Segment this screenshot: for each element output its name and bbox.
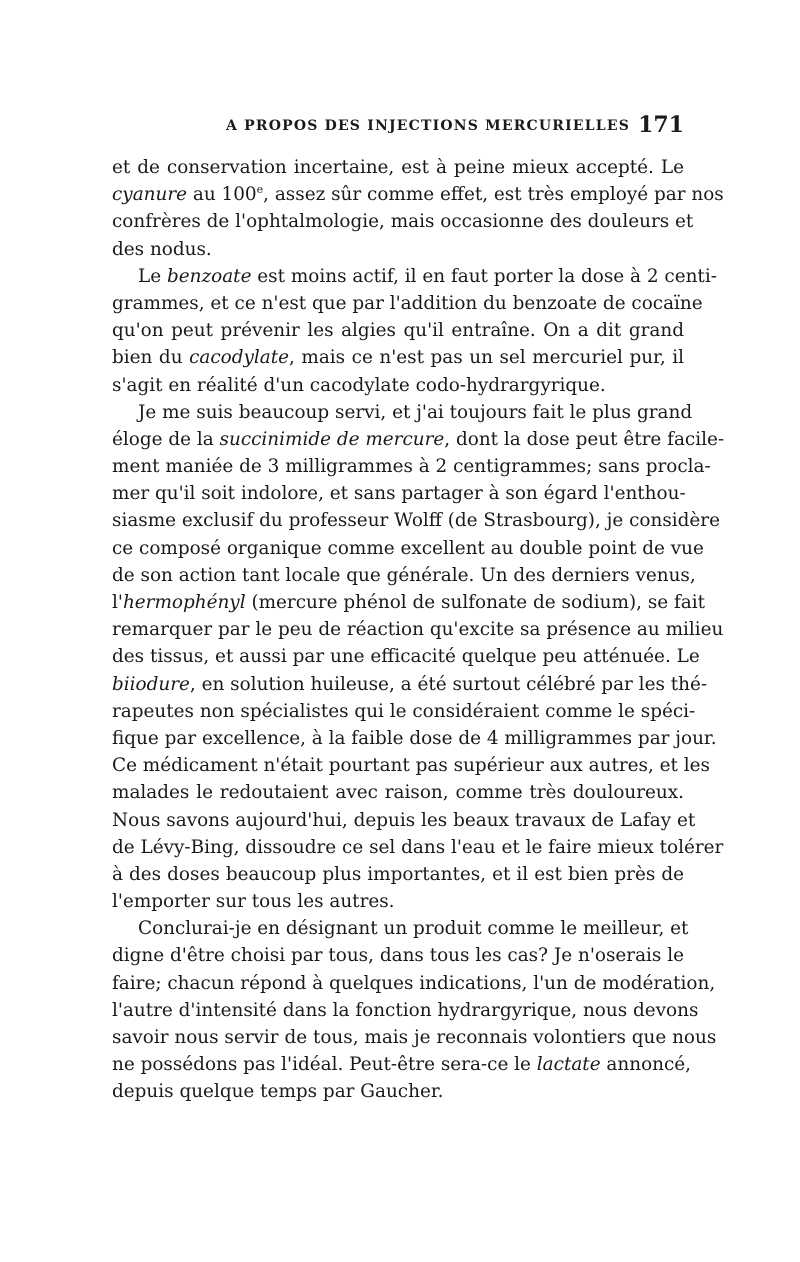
text-run: fique par excellence, à la faible dose de 4 milligrammes par jour. bbox=[112, 727, 717, 749]
text-line bbox=[112, 344, 684, 371]
text-line bbox=[112, 1078, 684, 1105]
text-line bbox=[112, 616, 724, 643]
text-run: éloge de la bbox=[112, 428, 220, 450]
text-line bbox=[112, 290, 703, 317]
italic-term: cacodylate bbox=[189, 347, 289, 369]
text-line bbox=[112, 942, 684, 969]
text-run: à des doses beaucoup plus importantes, et il est bien près de bbox=[112, 863, 684, 885]
text-run: , en solution huileuse, a été surtout célébré par les thé- bbox=[189, 673, 708, 695]
text-line bbox=[112, 480, 684, 507]
text-run: malades le redoutaient avec raison, comme très douloureux. bbox=[112, 782, 684, 804]
text-run: grammes, et ce n'est que par l'addition du benzoate de cocaïne bbox=[112, 292, 703, 314]
text-run: confrères de l'ophtalmologie, mais occasionne des douleurs et bbox=[112, 211, 694, 233]
text-line bbox=[112, 752, 710, 779]
text-line bbox=[112, 1051, 692, 1078]
text-run: annoncé, bbox=[600, 1054, 692, 1076]
text-run: bien du bbox=[112, 347, 190, 369]
text-line bbox=[112, 372, 684, 399]
text-run: mer qu'il soit indolore, et sans partager à son égard l'enthou- bbox=[112, 483, 686, 505]
text-run: et de conservation incertaine, est à peine mieux accepté. Le bbox=[112, 157, 684, 178]
text-line bbox=[112, 589, 706, 616]
text-run: remarquer par le peu de réaction qu'excite sa présence au milieu bbox=[112, 619, 724, 641]
italic-term: hermophényl bbox=[122, 592, 246, 613]
text-line bbox=[112, 426, 725, 453]
text-line bbox=[112, 317, 684, 344]
text-line bbox=[112, 453, 711, 480]
italic-term: succinimide de mercure bbox=[219, 428, 445, 450]
italic-term: cyanure bbox=[112, 184, 188, 206]
text-line bbox=[112, 779, 684, 806]
page-header bbox=[112, 112, 684, 146]
text-run: Nous savons aujourd'hui, depuis les beaux travaux de Lafay et bbox=[112, 809, 696, 831]
page-number: 171 bbox=[638, 112, 684, 138]
text-line bbox=[112, 399, 693, 426]
text-run: des tissus, et aussi par une efficacité quelque peu atténuée. Le bbox=[112, 646, 700, 668]
text-run: au 100 bbox=[187, 184, 257, 206]
text-run: (mercure phénol de sulfonate de sodium), se fait bbox=[245, 592, 706, 613]
text-line bbox=[112, 861, 684, 888]
text-run: Le bbox=[138, 265, 167, 287]
text-run: de son action tant locale que générale. Un des derniers venus, bbox=[112, 564, 696, 586]
text-run: , dont la dose peut être facile- bbox=[444, 428, 725, 450]
text-line bbox=[112, 1024, 717, 1051]
text-run: s'agit en réalité d'un cacodylate codo-hydrargyrique. bbox=[112, 374, 606, 396]
italic-term: biiodure bbox=[112, 673, 190, 695]
text-line bbox=[112, 562, 696, 589]
text-run: Ce médicament n'était pourtant pas supérieur aux autres, et les bbox=[112, 755, 710, 777]
text-line bbox=[112, 236, 684, 263]
text-line bbox=[112, 725, 717, 752]
text-run: des nodus. bbox=[112, 238, 212, 260]
text-line bbox=[112, 263, 717, 290]
running-head: A PROPOS DES INJECTIONS MERCURIELLES bbox=[226, 118, 631, 134]
text-run: savoir nous servir de tous, mais je reconnais volontiers que nous bbox=[112, 1027, 717, 1048]
text-run: ment maniée de 3 milligrammes à 2 centigrammes; sans procla- bbox=[112, 456, 711, 478]
text-run: Conclurai-je en désignant un produit comme le meilleur, et bbox=[138, 918, 689, 940]
text-run: Je me suis beaucoup servi, et j'ai toujours fait le plus grand bbox=[138, 401, 693, 423]
text-line bbox=[112, 997, 699, 1024]
text-run: ne possédons pas l'idéal. Peut-être sera-ce le bbox=[112, 1054, 537, 1076]
text-run: digne d'être choisi par tous, dans tous les cas? Je n'oserais le bbox=[112, 945, 684, 967]
text-line bbox=[112, 154, 684, 181]
text-run: depuis quelque temps par Gaucher. bbox=[112, 1081, 444, 1103]
text-run: l'autre d'intensité dans la fonction hydrargyrique, nous devons bbox=[112, 999, 699, 1021]
text-line bbox=[112, 181, 724, 208]
text-run: l' bbox=[112, 592, 123, 613]
text-run: qu'on peut prévenir les algies qu'il entraîne. On a dit grand bbox=[112, 320, 684, 342]
text-line bbox=[112, 643, 700, 670]
text-run: ce composé organique comme excellent au double point de vue bbox=[112, 537, 704, 559]
text-line bbox=[112, 671, 708, 698]
text-run: de Lévy-Bing, dissoudre ce sel dans l'eau et le faire mieux tolérer bbox=[112, 836, 724, 858]
text-line bbox=[112, 535, 704, 562]
text-line bbox=[112, 970, 716, 997]
text-run: l'emporter sur tous les autres. bbox=[112, 891, 395, 913]
text-line bbox=[112, 208, 694, 235]
text-line bbox=[112, 807, 696, 834]
text-run: siasme exclusif du professeur Wolff (de Strasbourg), je considère bbox=[112, 510, 720, 532]
text-run: , mais ce n'est pas un sel mercuriel pur, il bbox=[289, 347, 684, 369]
text-run: rapeutes non spécialistes qui le considéraient comme le spéci- bbox=[112, 700, 696, 722]
italic-term: lactate bbox=[536, 1054, 601, 1076]
text-run: faire; chacun répond à quelques indications, l'un de modération, bbox=[112, 972, 716, 994]
italic-term: benzoate bbox=[166, 265, 252, 287]
text-line bbox=[112, 915, 689, 942]
text-run: , assez sûr comme effet, est très employé par nos bbox=[263, 184, 724, 206]
text-run: est moins actif, il en faut porter la dose à 2 centi- bbox=[251, 265, 717, 287]
superscript: e bbox=[256, 183, 264, 197]
text-line bbox=[112, 698, 696, 725]
text-line bbox=[112, 888, 684, 915]
text-line bbox=[112, 507, 720, 534]
text-line bbox=[112, 834, 724, 861]
body-text bbox=[112, 154, 725, 1106]
